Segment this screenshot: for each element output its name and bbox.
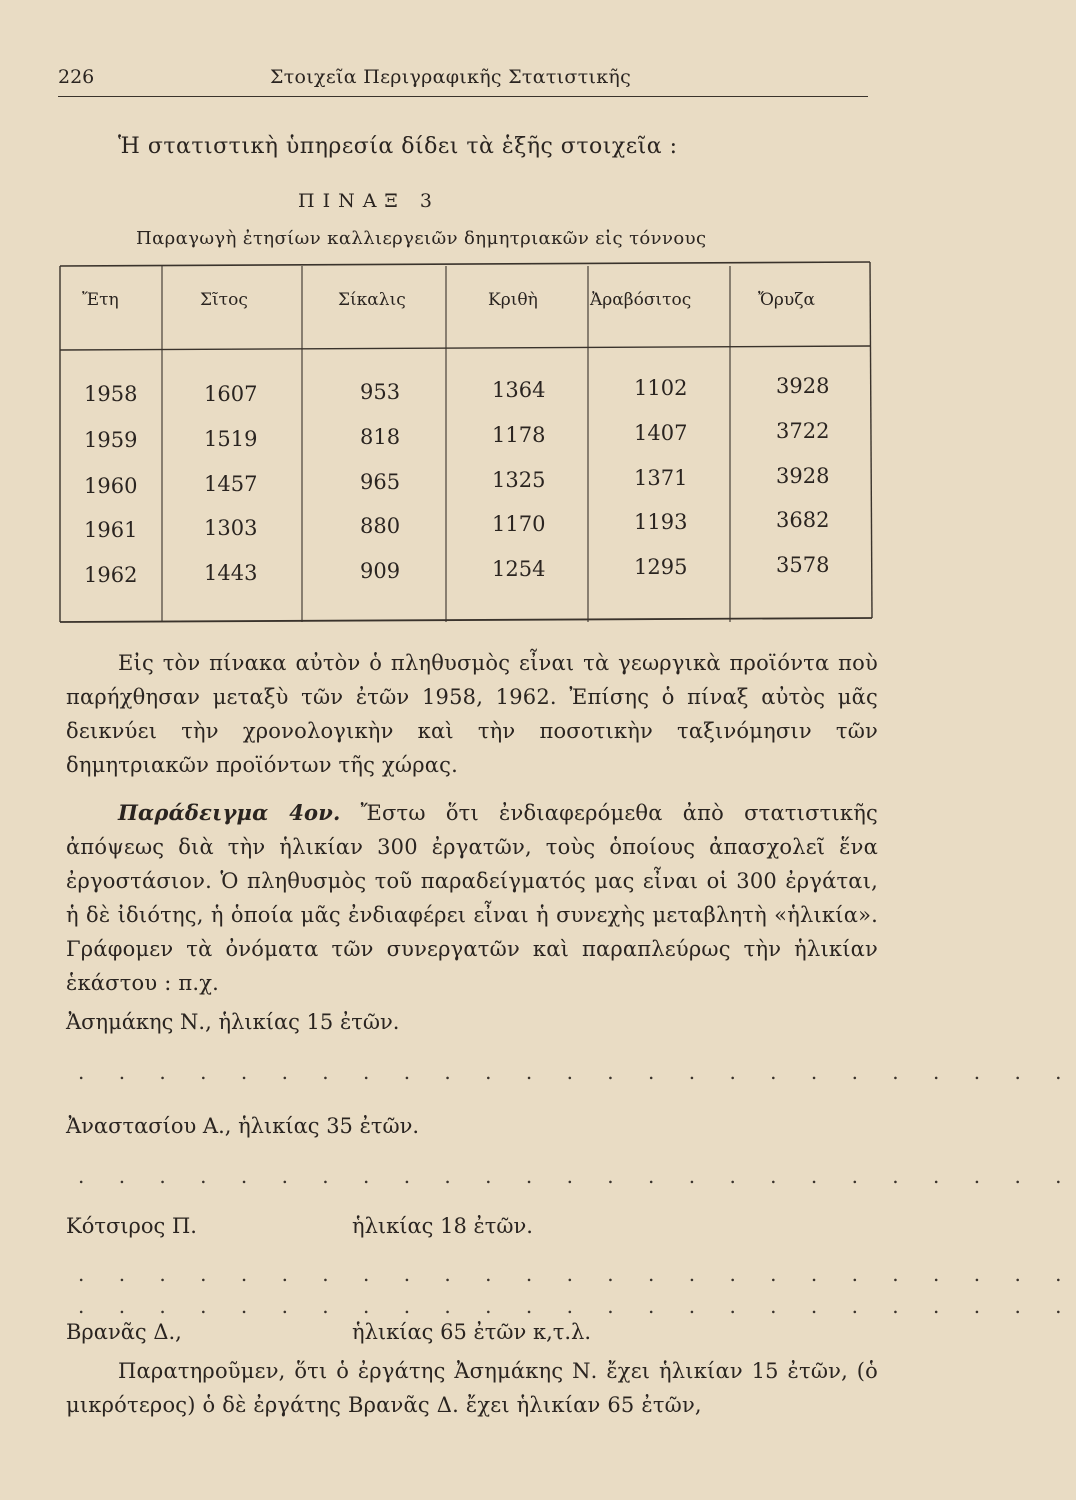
example-paragraph (66, 796, 878, 1000)
worker-line-4 (66, 1320, 592, 1344)
page-header (58, 66, 868, 97)
dotted-leader: . . . . . . . . . . . . . . . . . . . . . . . . . (78, 1164, 1076, 1188)
table-cell: 3928 (776, 464, 830, 488)
table-cell: 1364 (492, 378, 546, 402)
worker-line-2: Ἀναστασίου Α., ἡλικίας 35 ἐτῶν. (66, 1114, 420, 1138)
closing-text: Παρατηροῦμεν, ὅτι ὁ ἐργάτης Ἀσημάκης Ν. ἔχει ἡλικίαν 15 ἐτῶν, (ὁ μικρότερος) ὁ δὲ ἐργάτης Βρανᾶς Δ. ἔχει ἡλικίαν 65 ἐτῶν, (66, 1359, 878, 1417)
table-cell: 1193 (634, 510, 688, 534)
col-header-rye: Σίκαλις (338, 290, 406, 310)
example-block (66, 796, 878, 1000)
table-cell: 965 (360, 470, 401, 494)
table-cell: 1178 (492, 423, 546, 447)
table-cell: 880 (360, 514, 401, 538)
page-number: 226 (58, 66, 95, 88)
table-cell: 1371 (634, 466, 688, 490)
worker-line-1: Ἀσημάκης Ν., ἡλικίας 15 ἐτῶν. (66, 1010, 400, 1034)
intro-sentence: Ἡ στατιστικὴ ὑπηρεσία δίδει τὰ ἑξῆς στοιχεῖα : (118, 134, 678, 159)
production-table (58, 260, 874, 628)
worker-line-3 (66, 1214, 533, 1238)
worker-age: ἡλικίας 18 ἐτῶν. (352, 1214, 533, 1238)
col-header-rice: Ὄρυζα (758, 290, 815, 310)
table-cell: 909 (360, 559, 401, 583)
worker-name: Κότσιρος Π. (66, 1214, 197, 1238)
table-cell: 1102 (634, 376, 688, 400)
table-cell: 1962 (84, 563, 138, 587)
table-rules (58, 260, 874, 628)
worker-age: ἡλικίας 65 ἐτῶν κ,τ.λ. (352, 1320, 592, 1344)
paragraph-table-explanation (66, 646, 878, 782)
table-cell: 1960 (84, 474, 138, 498)
table-cell: 1959 (84, 428, 138, 452)
col-header-wheat: Σῖτος (200, 290, 248, 310)
table-cell: 1254 (492, 557, 546, 581)
col-header-maize: Ἀραβόσιτος (590, 290, 692, 310)
table-cell: 1295 (634, 555, 688, 579)
col-header-years: Ἔτη (82, 290, 119, 310)
col-header-barley: Κριθὴ (488, 290, 538, 310)
worker-name: Βρανᾶς Δ., (66, 1320, 182, 1344)
table-cell: 1958 (84, 382, 138, 406)
example-title: Παράδειγμα 4ον. (118, 800, 341, 825)
dotted-leader: . . . . . . . . . . . . . . . . . . . . . . . . . (78, 1262, 1076, 1286)
dotted-leader: . . . . . . . . . . . . . . . . . . . . . . . . . (78, 1294, 1076, 1318)
table-cell: 3578 (776, 553, 830, 577)
table-cell: 818 (360, 425, 401, 449)
table-cell: 3928 (776, 374, 830, 398)
table-caption: Παραγωγὴ ἐτησίων καλλιεργειῶν δημητριακῶν εἰς τόννους (136, 228, 707, 249)
table-cell: 1607 (204, 382, 258, 406)
table-cell: 1170 (492, 512, 546, 536)
table-cell: 3682 (776, 508, 830, 532)
table-cell: 1407 (634, 421, 688, 445)
table-cell: 1325 (492, 468, 546, 492)
paragraph-text: Εἰς τὸν πίνακα αὐτὸν ὁ πληθυσμὸς εἶναι τὰ γεωργικὰ προϊόντα ποὺ παρήχθησαν μεταξὺ τῶν ἐτῶν 1958, 1962. Ἐπίσης ὁ πίναξ αὐτὸς μᾶς δεικνύει τὴν χρονολογικὴν καὶ τὴν ποσοτικὴν ταξινόμησιν τῶν δημητριακῶν προϊόντων τῆς χώρας. (66, 651, 878, 777)
example-text: Ἔστω ὅτι ἐνδιαφερόμεθα ἀπὸ στατιστικῆς ἀπόψεως διὰ τὴν ἡλικίαν 300 ἐργατῶν, τοὺς ὁποίους ἀπασχολεῖ ἕνα ἐργοστάσιον. Ὁ πληθυσμὸς τοῦ παραδείγματός μας εἶναι οἱ 300 ἐργάται, ἡ δὲ ἰδιότης, ἡ ὁποία μᾶς ἐνδιαφέρει εἶναι ἡ συνεχὴς μεταβλητὴ «ἡλικία». Γράφομεν τὰ ὀνόματα τῶν συνεργατῶν καὶ παραπλεύρως τὴν ἡλικίαν ἑκάστου : π.χ. (66, 801, 878, 995)
closing-paragraph (66, 1354, 878, 1422)
table-cell: 1961 (84, 518, 138, 542)
table-cell: 953 (360, 380, 401, 404)
table-cell: 3722 (776, 419, 830, 443)
table-label: ΠΙΝΑΞ 3 (298, 190, 440, 212)
table-cell: 1443 (204, 561, 258, 585)
table-cell: 1457 (204, 472, 258, 496)
dotted-leader: . . . . . . . . . . . . . . . . . . . . . . . . . (78, 1060, 1076, 1084)
running-title: Στοιχεῖα Περιγραφικῆς Στατιστικῆς (270, 66, 632, 88)
table-cell: 1303 (204, 516, 258, 540)
table-cell: 1519 (204, 427, 258, 451)
